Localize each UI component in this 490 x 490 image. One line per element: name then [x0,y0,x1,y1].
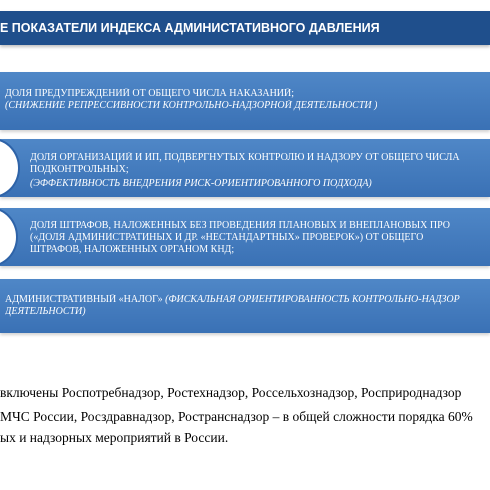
indicator-3-title-end: ШТРАФОВ, НАЛОЖЕННЫХ ОРГАНОМ КНД; [30,244,235,255]
indicator-4-title-plain: АДМИНИСТРАТИВНЫЙ «НАЛОГ» [5,294,166,305]
footer-line-3: ых и надзорных мероприятий в России. [0,430,229,445]
indicator-3-title: ДОЛЯ ШТРАФОВ, НАЛОЖЕННЫХ БЕЗ ПРОВЕДЕНИЯ ПЛАНОВЫХ И ВНЕПЛАНОВЫХ ПРО [30,220,450,231]
footer-line-2: МЧС России, Росздравнадзор, Ространснадзор – в общей сложности порядка 60% [0,409,473,424]
footer-line-1: включены Роспотребнадзор, Ростехнадзор, Россельхознадзор, Росприроднадзор [0,385,462,400]
indicator-3-title-cont: («ДОЛЯ АДМИНИСТРАТИНЫХ И ДР. «НЕСТАНДАРТНЫХ» ПРОВЕРОК») ОТ ОБЩЕГО [30,232,424,243]
indicator-4-title [5,294,460,306]
slide-title: Е ПОКАЗАТЕЛИ ИНДЕКСА АДМИНИСТАТИВНОГО ДАВЛЕНИЯ [0,21,380,35]
indicator-1-title: ДОЛЯ ПРЕДУПРЕЖДЕНИЙ ОТ ОБЩЕГО ЧИСЛА НАКАЗАНИЙ; [5,88,295,99]
indicator-1-note: (СНИЖЕНИЕ РЕПРЕССИВНОСТИ КОНТРОЛЬНО-НАДЗОРНОЙ ДЕЯТЕЛЬНОСТИ ) [5,100,378,111]
indicator-4-note: (ФИСКАЛЬНАЯ ОРИЕНТИРОВАННОСТЬ КОНТРОЛЬНО-НАДЗОР [165,294,460,305]
indicator-2-note: (ЭФФЕКТИВНОСТЬ ВНЕДРЕНИЯ РИСК-ОРИЕНТИРОВАННОГО ПОДХОДА) [30,178,372,189]
indicator-2-title: ДОЛЯ ОРГАНИЗАЦИЙ И ИП, ПОДВЕРГНУТЫХ КОНТРОЛЮ И НАДЗОРУ ОТ ОБЩЕГО ЧИСЛА [30,152,460,163]
indicator-2-title-cont: ПОДКОНТРОЛЬНЫХ; [30,164,129,175]
header-bar [0,11,490,45]
indicator-4-note-cont: ДЕЯТЕЛЬНОСТИ) [5,306,86,317]
